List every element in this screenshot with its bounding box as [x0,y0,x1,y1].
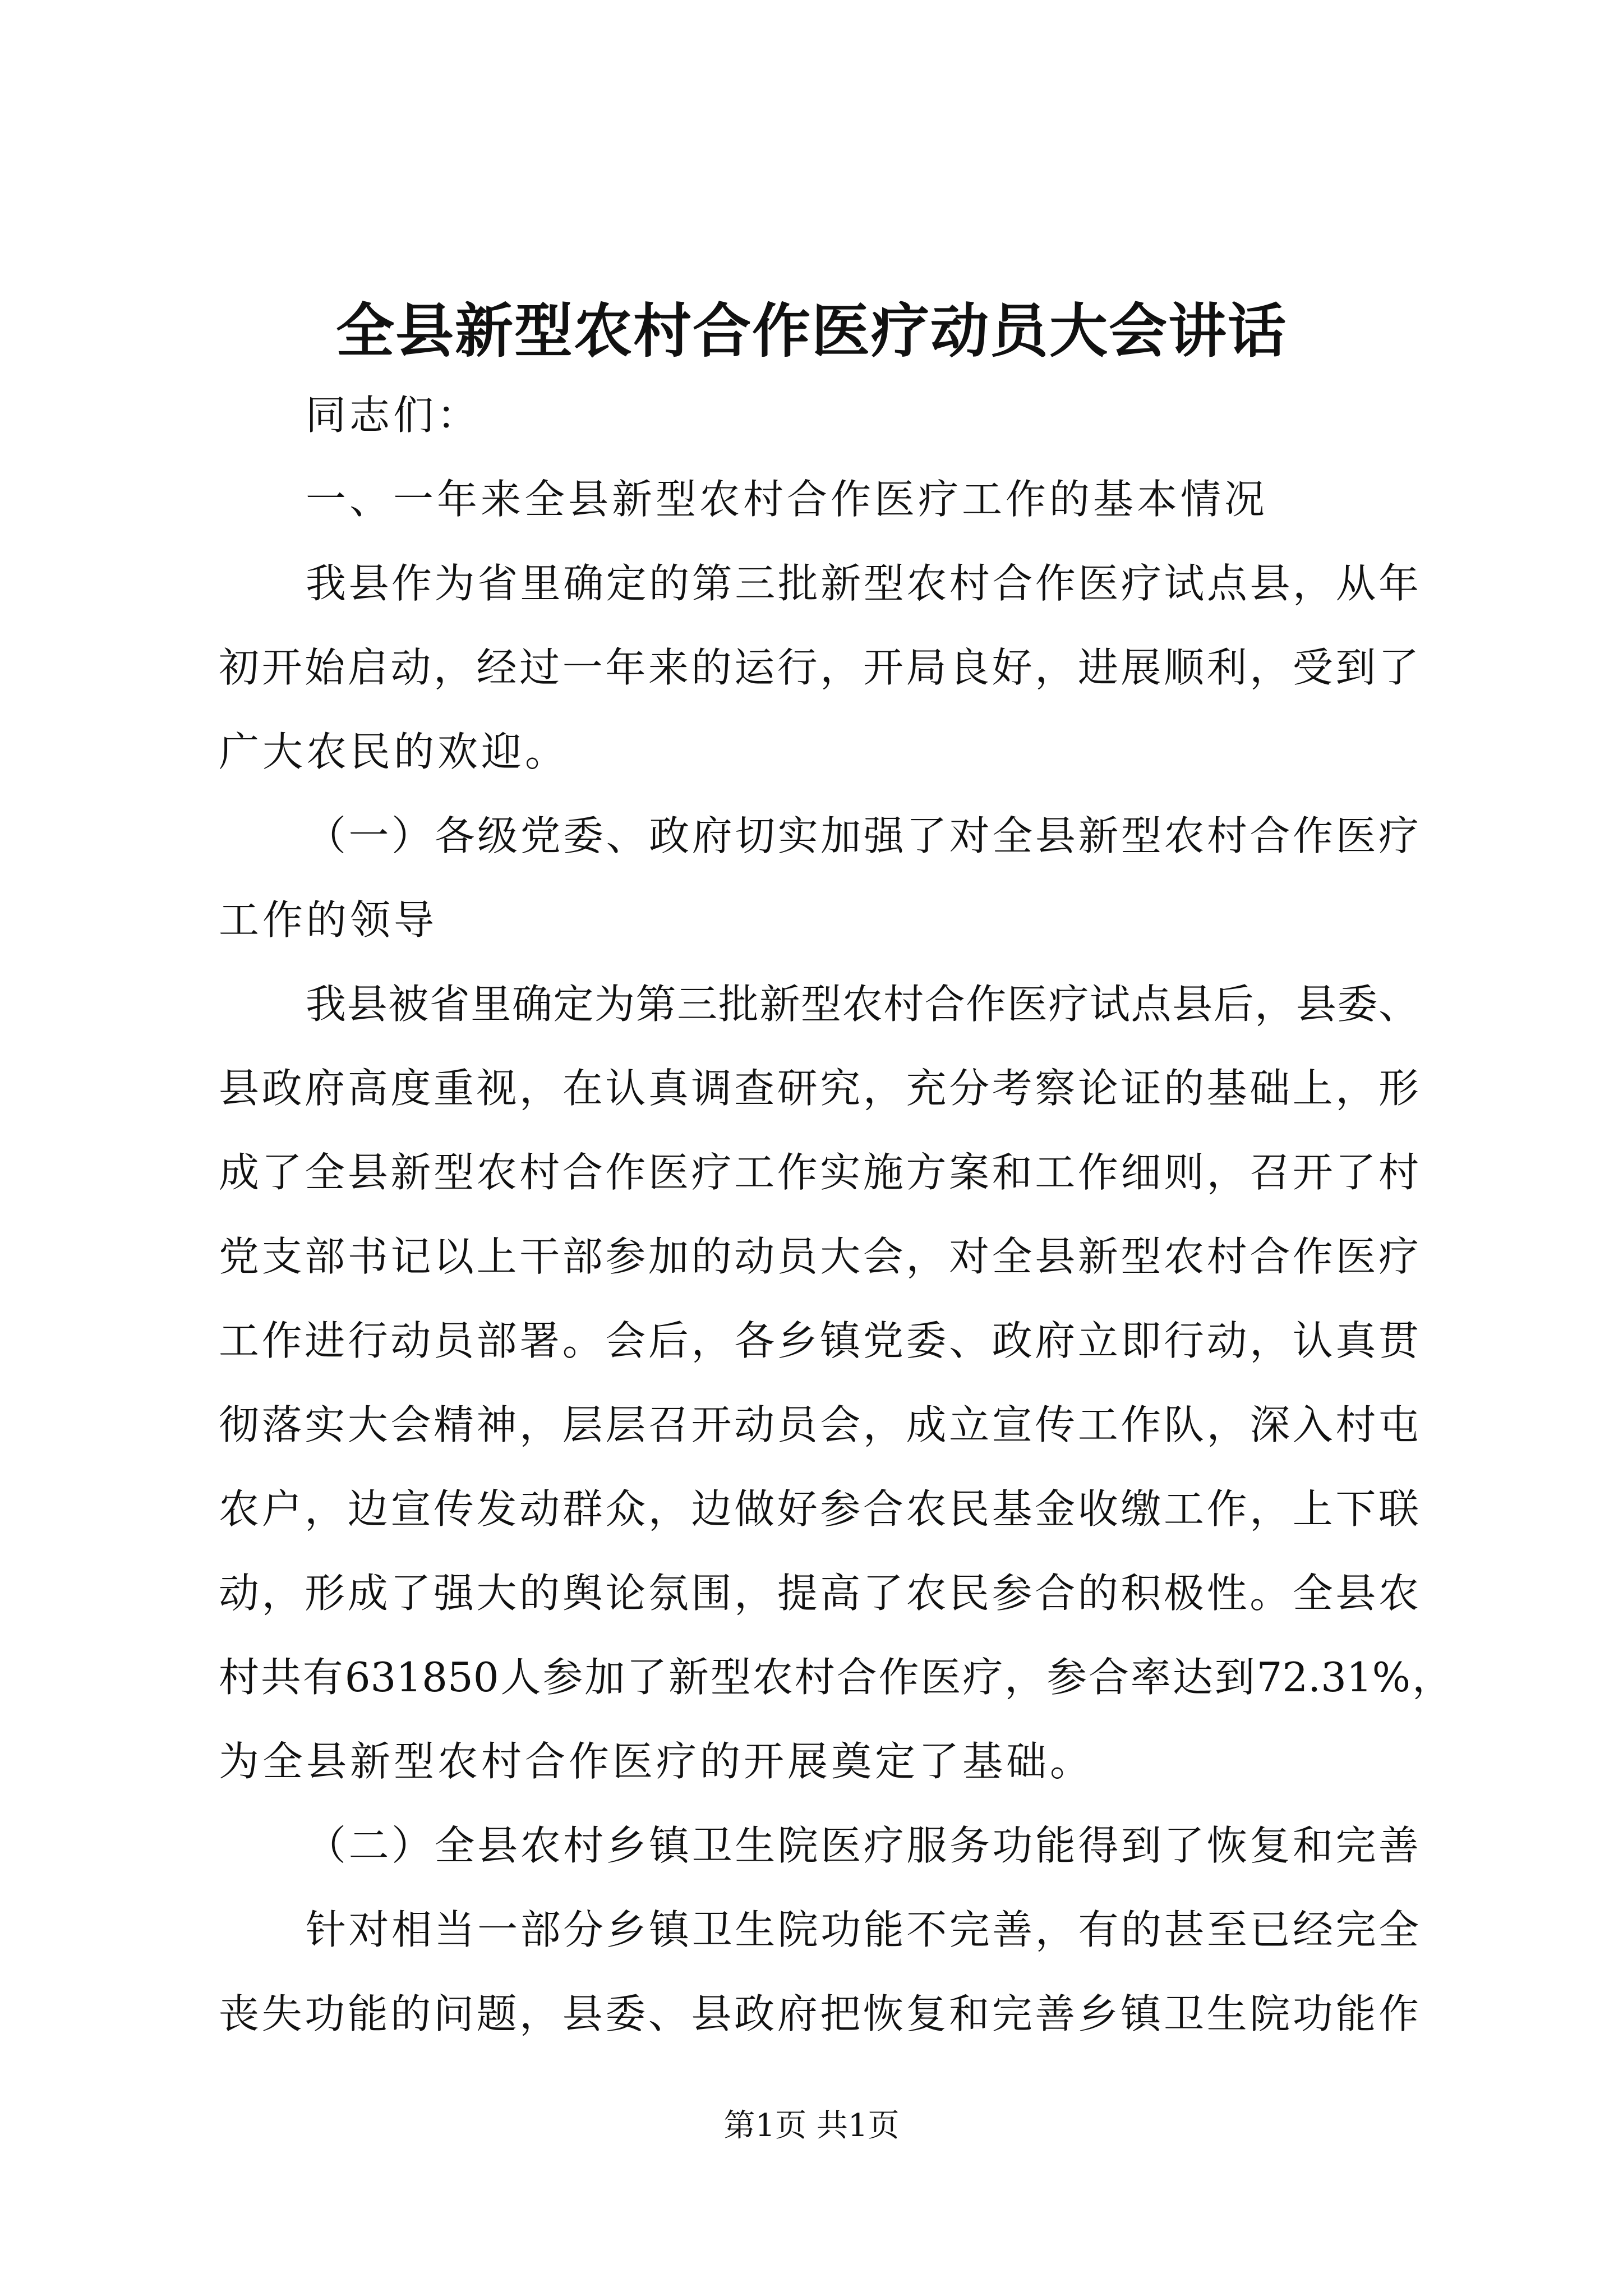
paragraph-line: 广大农民的欢迎。 [219,728,569,775]
paragraph-line: 我县被省里确定为第三批新型农村合作医疗试点县后，县委、 [306,981,1419,1028]
salutation: 同志们： [306,392,481,439]
paragraph-line: 彻落实大会精神，层层召开动员会，成立宣传工作队，深入村屯 [219,1401,1419,1448]
paragraph-line: 农户，边宣传发动群众，边做好参合农民基金收缴工作，上下联 [219,1485,1419,1533]
subsection-heading-1: （一）各级党委、政府切实加强了对全县新型农村合作医疗 [306,812,1419,859]
paragraph-line: 针对相当一部分乡镇卫生院功能不完善，有的甚至已经完全 [306,1906,1419,1953]
paragraph-line: 丧失功能的问题，县委、县政府把恢复和完善乡镇卫生院功能作 [219,1990,1419,2037]
page-footer: 第1页 共1页 [723,2108,900,2144]
subsection-heading-1-cont: 工作的领导 [219,896,438,944]
paragraph-line: 我县作为省里确定的第三批新型农村合作医疗试点县，从年 [306,560,1419,607]
paragraph-line: 成了全县新型农村合作医疗工作实施方案和工作细则，召开了村 [219,1149,1419,1196]
paragraph-line: 县政府高度重视，在认真调查研究，充分考察论证的基础上，形 [219,1065,1419,1112]
subsection-heading-2: （二）全县农村乡镇卫生院医疗服务功能得到了恢复和完善 [306,1822,1419,1869]
paragraph-line: 动，形成了强大的舆论氛围，提高了农民参合的积极性。全县农 [219,1570,1419,1617]
paragraph-line: 为全县新型农村合作医疗的开展奠定了基础。 [219,1738,1094,1785]
document-title: 全县新型农村合作医疗动员大会讲话 [335,296,1287,365]
paragraph-line: 工作进行动员部署。会后，各乡镇党委、政府立即行动，认真贯 [219,1317,1419,1364]
paragraph-line: 初开始启动，经过一年来的运行，开局良好，进展顺利，受到了 [219,644,1419,691]
section-heading-1: 一、一年来全县新型农村合作医疗工作的基本情况 [306,476,1269,523]
paragraph-line: 党支部书记以上干部参加的动员大会，对全县新型农村合作医疗 [219,1233,1419,1280]
paragraph-line: 村共有631850人参加了新型农村合作医疗，参合率达到72.31%， [219,1654,1453,1701]
